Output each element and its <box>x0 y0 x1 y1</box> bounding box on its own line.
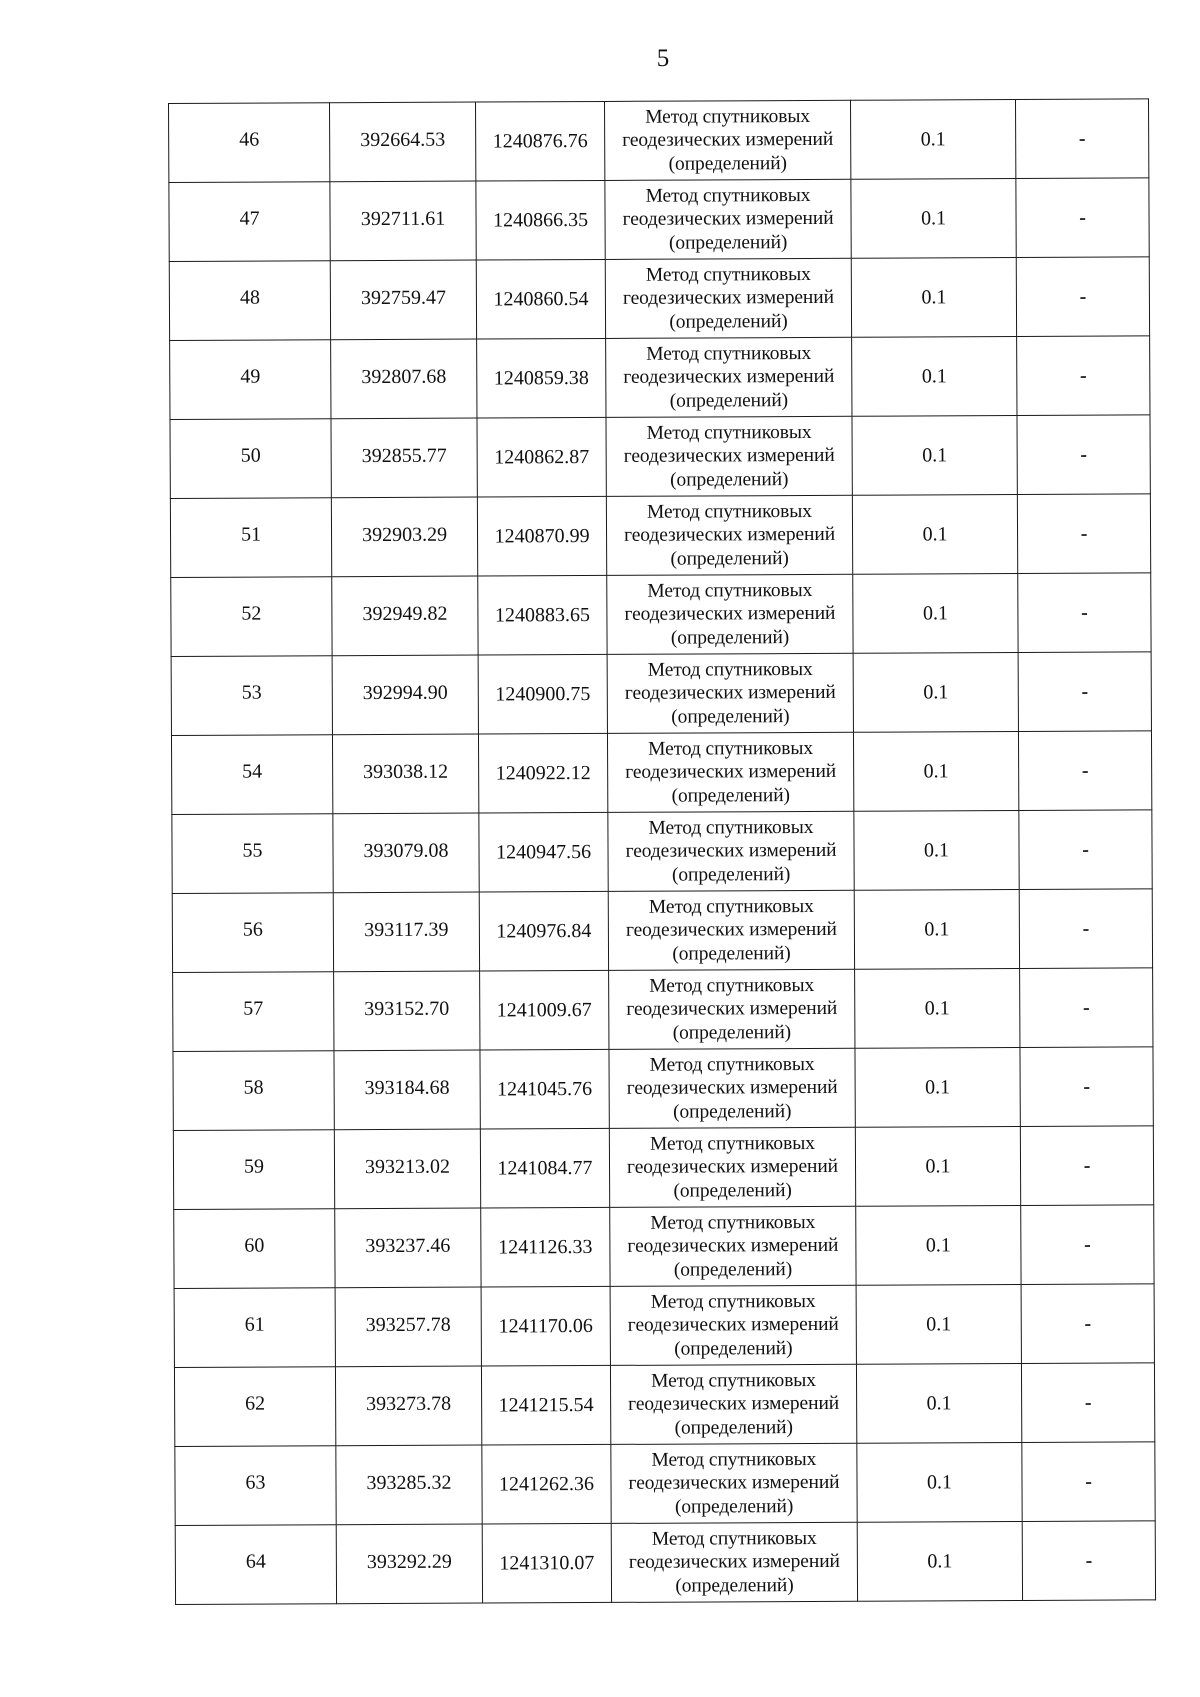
note-cell: - <box>1020 1126 1153 1206</box>
y-coordinate-cell: 1240866.35 <box>476 180 605 260</box>
x-coordinate-cell: 393257.78 <box>335 1287 481 1367</box>
point-number-cell: 49 <box>170 340 331 420</box>
table-row <box>171 731 1151 815</box>
accuracy-cell: 0.1 <box>857 1521 1022 1601</box>
y-coordinate-cell: 1240862.87 <box>477 417 606 497</box>
note-cell: - <box>1016 257 1149 337</box>
x-coordinate-cell: 393285.32 <box>336 1445 482 1525</box>
table-row <box>169 178 1149 262</box>
x-coordinate-cell: 392664.53 <box>330 102 476 182</box>
point-number-cell: 54 <box>171 735 332 815</box>
accuracy-cell: 0.1 <box>854 810 1019 890</box>
method-cell: Метод спутниковых геодезических измерений (определений) <box>606 495 852 575</box>
method-cell: Метод спутниковых геодезических измерений (определений) <box>604 100 850 180</box>
note-cell: - <box>1018 573 1151 653</box>
method-cell: Метод спутниковых геодезических измерений (определений) <box>607 732 853 812</box>
point-number-cell: 58 <box>173 1051 334 1131</box>
accuracy-cell: 0.1 <box>856 1363 1021 1443</box>
method-cell: Метод спутниковых геодезических измерений (определений) <box>610 1285 856 1365</box>
x-coordinate-cell: 392994.90 <box>332 655 478 735</box>
accuracy-cell: 0.1 <box>853 731 1018 811</box>
accuracy-cell: 0.1 <box>851 179 1016 259</box>
accuracy-cell: 0.1 <box>853 653 1018 733</box>
note-cell: - <box>1019 889 1152 969</box>
accuracy-cell: 0.1 <box>852 416 1017 496</box>
method-cell: Метод спутниковых геодезических измерений (определений) <box>610 1206 856 1286</box>
method-cell: Метод спутниковых геодезических измерений (определений) <box>607 574 853 654</box>
accuracy-cell: 0.1 <box>857 1442 1022 1522</box>
y-coordinate-cell: 1241045.76 <box>480 1049 609 1129</box>
table-row <box>172 889 1152 973</box>
method-cell: Метод спутниковых геодезических измерений (определений) <box>608 890 854 970</box>
method-cell: Метод спутниковых геодезических измерений (определений) <box>608 811 854 891</box>
note-cell: - <box>1015 99 1148 179</box>
y-coordinate-cell: 1240922.12 <box>478 733 607 813</box>
table-row <box>172 810 1152 894</box>
method-cell: Метод спутниковых геодезических измерений (определений) <box>610 1364 856 1444</box>
accuracy-cell: 0.1 <box>852 495 1017 575</box>
accuracy-cell: 0.1 <box>854 889 1019 969</box>
table-row <box>170 494 1150 578</box>
table-row <box>174 1205 1154 1289</box>
y-coordinate-cell: 1241262.36 <box>482 1444 611 1524</box>
table-row <box>175 1442 1155 1526</box>
x-coordinate-cell: 393079.08 <box>333 813 479 893</box>
method-cell: Метод спутниковых геодезических измерений (определений) <box>611 1522 857 1602</box>
accuracy-cell: 0.1 <box>850 100 1015 180</box>
point-number-cell: 61 <box>174 1288 335 1368</box>
x-coordinate-cell: 393213.02 <box>334 1129 480 1209</box>
note-cell: - <box>1021 1363 1154 1443</box>
method-cell: Метод спутниковых геодезических измерений (определений) <box>609 1048 855 1128</box>
y-coordinate-cell: 1240900.75 <box>478 654 607 734</box>
table-row <box>174 1363 1154 1447</box>
x-coordinate-cell: 393237.46 <box>335 1208 481 1288</box>
x-coordinate-cell: 393117.39 <box>333 892 479 972</box>
note-cell: - <box>1016 178 1149 258</box>
y-coordinate-cell: 1241170.06 <box>481 1286 610 1366</box>
table-row <box>170 415 1150 499</box>
point-number-cell: 47 <box>169 182 330 262</box>
x-coordinate-cell: 393292.29 <box>336 1524 482 1604</box>
point-number-cell: 50 <box>170 419 331 499</box>
accuracy-cell: 0.1 <box>856 1205 1021 1285</box>
method-cell: Метод спутниковых геодезических измерений (определений) <box>605 258 851 338</box>
x-coordinate-cell: 392855.77 <box>331 418 477 498</box>
x-coordinate-cell: 393184.68 <box>334 1050 480 1130</box>
note-cell: - <box>1021 1205 1154 1285</box>
y-coordinate-cell: 1241215.54 <box>481 1365 610 1445</box>
note-cell: - <box>1019 810 1152 890</box>
y-coordinate-cell: 1240947.56 <box>479 812 608 892</box>
y-coordinate-cell: 1240876.76 <box>475 101 604 181</box>
note-cell: - <box>1022 1442 1155 1522</box>
method-cell: Метод спутниковых геодезических измерений (определений) <box>606 416 852 496</box>
y-coordinate-cell: 1241009.67 <box>480 970 609 1050</box>
point-number-cell: 53 <box>171 656 332 736</box>
y-coordinate-cell: 1240859.38 <box>477 338 606 418</box>
point-number-cell: 62 <box>174 1367 335 1447</box>
y-coordinate-cell: 1241310.07 <box>482 1523 611 1603</box>
table-row <box>171 652 1151 736</box>
note-cell: - <box>1017 336 1150 416</box>
point-number-cell: 56 <box>172 893 333 973</box>
x-coordinate-cell: 393273.78 <box>335 1366 481 1446</box>
accuracy-cell: 0.1 <box>853 574 1018 654</box>
point-number-cell: 55 <box>172 814 333 894</box>
table-row <box>173 1047 1153 1131</box>
y-coordinate-cell: 1241084.77 <box>480 1128 609 1208</box>
method-cell: Метод спутниковых геодезических измерений (определений) <box>605 179 851 259</box>
accuracy-cell: 0.1 <box>855 1126 1020 1206</box>
y-coordinate-cell: 1240870.99 <box>477 496 606 576</box>
table-row <box>169 99 1149 183</box>
note-cell: - <box>1018 652 1151 732</box>
coordinates-table <box>168 98 1156 1605</box>
x-coordinate-cell: 392759.47 <box>330 260 476 340</box>
point-number-cell: 60 <box>174 1209 335 1289</box>
method-cell: Метод спутниковых геодезических измерений (определений) <box>609 969 855 1049</box>
point-number-cell: 52 <box>171 577 332 657</box>
y-coordinate-cell: 1240883.65 <box>478 575 607 655</box>
method-cell: Метод спутниковых геодезических измерений (определений) <box>609 1127 855 1207</box>
y-coordinate-cell: 1241126.33 <box>481 1207 610 1287</box>
note-cell: - <box>1020 968 1153 1048</box>
point-number-cell: 63 <box>175 1446 336 1526</box>
x-coordinate-cell: 393152.70 <box>334 971 480 1051</box>
method-cell: Метод спутниковых геодезических измерений (определений) <box>611 1443 857 1523</box>
note-cell: - <box>1017 494 1150 574</box>
method-cell: Метод спутниковых геодезических измерений (определений) <box>607 653 853 733</box>
note-cell: - <box>1017 415 1150 495</box>
coordinates-table-body <box>169 99 1156 1605</box>
accuracy-cell: 0.1 <box>855 1047 1020 1127</box>
note-cell: - <box>1021 1284 1154 1364</box>
page-number: 5 <box>656 45 670 72</box>
x-coordinate-cell: 393038.12 <box>332 734 478 814</box>
table-row <box>171 573 1151 657</box>
table-row <box>174 1284 1154 1368</box>
accuracy-cell: 0.1 <box>852 337 1017 417</box>
y-coordinate-cell: 1240860.54 <box>476 259 605 339</box>
table-row <box>169 257 1149 341</box>
table-row <box>173 1126 1153 1210</box>
point-number-cell: 57 <box>173 972 334 1052</box>
point-number-cell: 51 <box>170 498 331 578</box>
point-number-cell: 48 <box>169 261 330 341</box>
table-row <box>173 968 1153 1052</box>
x-coordinate-cell: 392949.82 <box>332 576 478 656</box>
y-coordinate-cell: 1240976.84 <box>479 891 608 971</box>
table-row <box>175 1521 1155 1605</box>
point-number-cell: 64 <box>175 1525 336 1605</box>
point-number-cell: 59 <box>173 1130 334 1210</box>
x-coordinate-cell: 392903.29 <box>331 497 477 577</box>
x-coordinate-cell: 392807.68 <box>331 339 477 419</box>
accuracy-cell: 0.1 <box>855 968 1020 1048</box>
note-cell: - <box>1020 1047 1153 1127</box>
method-cell: Метод спутниковых геодезических измерений (определений) <box>606 337 852 417</box>
accuracy-cell: 0.1 <box>856 1284 1021 1364</box>
accuracy-cell: 0.1 <box>851 258 1016 338</box>
table-row <box>170 336 1150 420</box>
note-cell: - <box>1022 1521 1155 1601</box>
point-number-cell: 46 <box>169 103 330 183</box>
x-coordinate-cell: 392711.61 <box>330 181 476 261</box>
coordinates-table-container <box>168 98 1155 1605</box>
note-cell: - <box>1018 731 1151 811</box>
